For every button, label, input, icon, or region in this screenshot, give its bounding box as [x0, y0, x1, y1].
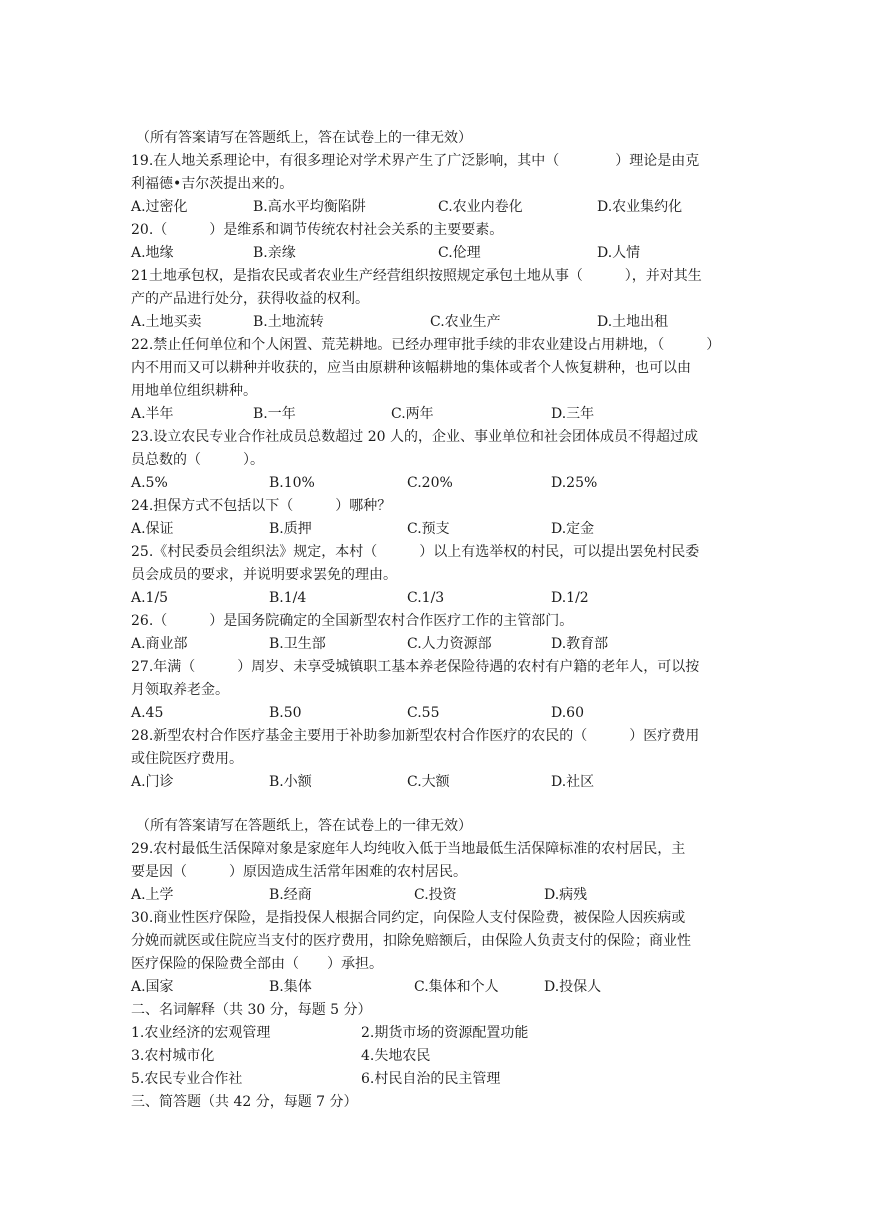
question-29-line-1: 29.农村最低生活保障对象是家庭年人均纯收入低于当地最低生活保障标准的农村居民，主 [131, 841, 686, 857]
question-19-line-1: 19.在人地关系理论中，有很多理论对学术界产生了广泛影响，其中（ ）理论是由克 [131, 153, 700, 169]
option-c: C.伦理 [438, 245, 481, 261]
question-21-line-2: 产的产品进行处分，获得收益的权利。 [131, 291, 369, 307]
option-d: D.土地出租 [597, 314, 669, 330]
option-b: B.卫生部 [269, 636, 326, 652]
option-d: D.病残 [544, 887, 588, 903]
option-b: B.经商 [269, 887, 312, 903]
term-item: 2.期货市场的资源配置功能 [361, 1025, 529, 1041]
option-a: A.商业部 [131, 636, 188, 652]
option-a: A.保证 [131, 521, 174, 537]
question-27-line-1: 27.年满（ ）周岁、未享受城镇职工基本养老保险待遇的农村有户籍的老年人，可以按 [131, 659, 700, 675]
section-heading: 二、名词解释（共 30 分，每题 5 分） [131, 1002, 372, 1018]
option-a: A.半年 [131, 406, 174, 422]
question-21-line-1: 21土地承包权，是指农民或者农业生产经营组织按照规定承包土地从事（ ），并对其生 [131, 268, 702, 284]
option-a: A.1/5 [131, 590, 169, 606]
option-a: A.门诊 [131, 774, 174, 790]
option-d: D.25% [551, 475, 598, 491]
question-25-line-1: 25.《村民委员会组织法》规定，本村（ ）以上有选举权的村民，可以提出罢免村民委 [131, 544, 700, 560]
option-b: B.土地流转 [253, 314, 324, 330]
option-d: D.定金 [551, 521, 595, 537]
question-22-line-2: 内不用而又可以耕种并收获的，应当由原耕种该幅耕地的集体或者个人恢复耕种，也可以由 [131, 360, 691, 376]
question-24-line-1: 24.担保方式不包括以下（ ）哪种？ [131, 498, 392, 514]
option-b: B.1/4 [269, 590, 307, 606]
option-c: C.农业生产 [430, 314, 501, 330]
option-a: A.5% [131, 475, 168, 491]
option-c: C.农业内卷化 [438, 199, 523, 215]
question-19-line-2: 利福德•吉尔茨提出来的。 [131, 176, 294, 192]
option-c: C.20% [407, 475, 453, 491]
option-d: D.三年 [551, 406, 595, 422]
term-item: 5.农民专业合作社 [131, 1071, 243, 1087]
option-a: A.国家 [131, 979, 174, 995]
question-23-line-2: 员总数的（ ）。 [131, 452, 264, 468]
option-b: B.一年 [253, 406, 296, 422]
question-22-line-1: 22.禁止任何单位和个人闲置、荒芜耕地。已经办理审批手续的非农业建设占用耕地，（ ） [131, 337, 721, 353]
option-c: C.人力资源部 [407, 636, 492, 652]
option-a: A.地缘 [131, 245, 174, 261]
option-d: D.投保人 [544, 979, 602, 995]
question-25-line-2: 员会成员的要求，并说明要求罢免的理由。 [131, 567, 397, 583]
question-28-line-2: 或住院医疗费用。 [131, 751, 243, 767]
question-26-line-1: 26.（ ）是国务院确定的全国新型农村合作医疗工作的主管部门。 [131, 613, 574, 629]
option-b: B.集体 [269, 979, 312, 995]
option-b: B.50 [269, 705, 302, 721]
option-c: C.1/3 [407, 590, 445, 606]
question-29-line-2: 要是因（ ）原因造成生活常年困难的农村居民。 [131, 864, 467, 880]
instruction-note: （所有答案请写在答题纸上，答在试卷上的一律无效） [136, 130, 472, 146]
option-d: D.60 [551, 705, 584, 721]
option-d: D.农业集约化 [597, 199, 683, 215]
question-30-line-1: 30.商业性医疗保险，是指投保人根据合同约定，向保险人支付保险费，被保险人因疾病或 [131, 910, 686, 926]
option-a: A.45 [131, 705, 164, 721]
option-d: D.人情 [597, 245, 641, 261]
option-c: C.投资 [414, 887, 457, 903]
instruction-note: （所有答案请写在答题纸上，答在试卷上的一律无效） [136, 818, 472, 834]
option-b: B.亲缘 [253, 245, 296, 261]
question-20-line-1: 20.（ ）是维系和调节传统农村社会关系的主要要素。 [131, 222, 504, 238]
option-a: A.过密化 [131, 199, 188, 215]
option-a: A.土地买卖 [131, 314, 202, 330]
question-23-line-1: 23.设立农民专业合作社成员总数超过 20 人的，企业、事业单位和社会团体成员不得超过成 [131, 429, 698, 445]
option-b: B.小额 [269, 774, 312, 790]
option-c: C.两年 [391, 406, 434, 422]
term-item: 1.农业经济的宏观管理 [131, 1025, 271, 1041]
option-c: C.55 [407, 705, 440, 721]
option-d: D.社区 [551, 774, 595, 790]
option-b: B.10% [269, 475, 315, 491]
term-item: 3.农村城市化 [131, 1048, 215, 1064]
option-c: C.集体和个人 [414, 979, 499, 995]
question-30-line-3: 医疗保险的保险费全部由（ ）承担。 [131, 956, 383, 972]
option-b: B.高水平均衡陷阱 [253, 199, 366, 215]
option-d: D.1/2 [551, 590, 589, 606]
question-28-line-1: 28.新型农村合作医疗基金主要用于补助参加新型农村合作医疗的农民的（ ）医疗费用 [131, 728, 700, 744]
option-b: B.质押 [269, 521, 312, 537]
section-heading: 三、简答题（共 42 分，每题 7 分） [131, 1094, 358, 1110]
question-30-line-2: 分娩而就医或住院应当支付的医疗费用，扣除免赔额后，由保险人负责支付的保险；商业性 [131, 933, 691, 949]
question-27-line-2: 月领取养老金。 [131, 682, 229, 698]
option-c: C.预支 [407, 521, 450, 537]
option-a: A.上学 [131, 887, 174, 903]
option-c: C.大额 [407, 774, 450, 790]
option-d: D.教育部 [551, 636, 609, 652]
term-item: 4.失地农民 [361, 1048, 431, 1064]
term-item: 6.村民自治的民主管理 [361, 1071, 501, 1087]
question-22-line-3: 用地单位组织耕种。 [131, 383, 257, 399]
